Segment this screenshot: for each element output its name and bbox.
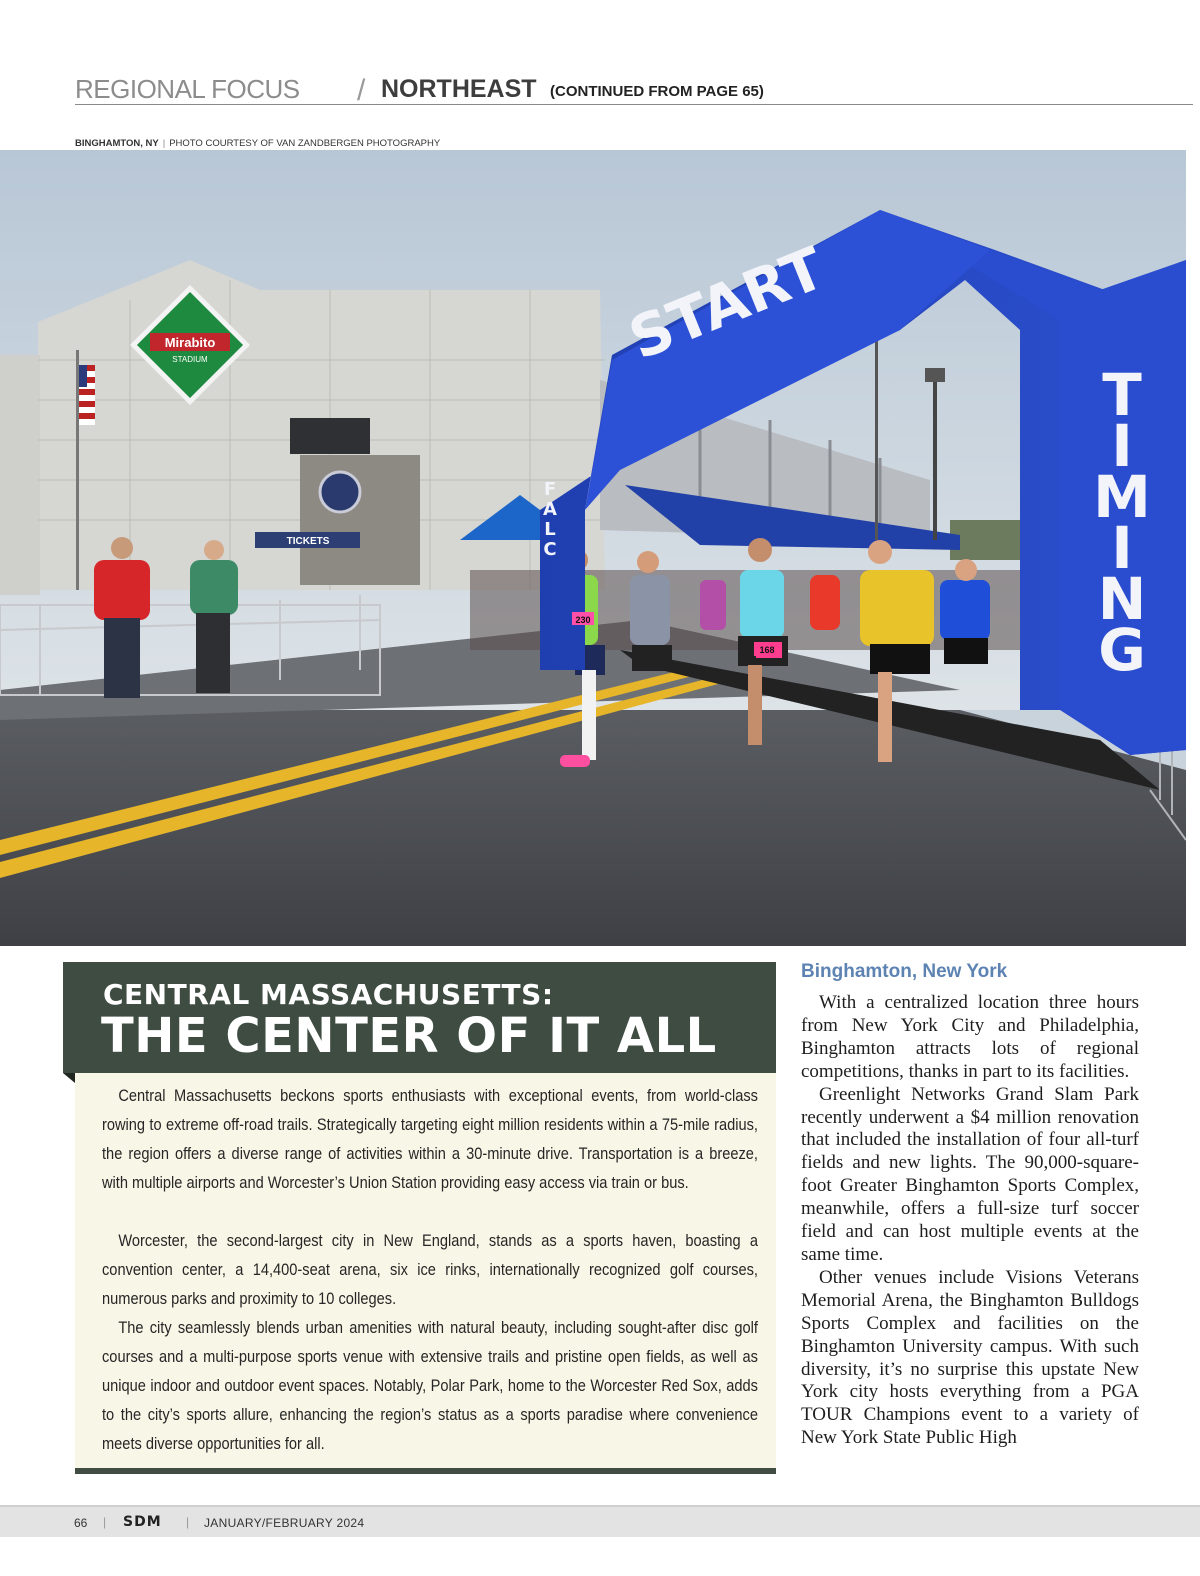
- article-paragraph: Greenlight Networks Grand Slam Park recently underwent a $4 million renovation that included the installation of four all-turf fields and new lights. The 90,000-square-foot Greater Binghamton Sports Complex, meanwhile, offers a full-size turf soccer field and can host multiple events at the same time.: [801, 1083, 1139, 1265]
- stadium-sign-sub: STADIUM: [172, 355, 208, 364]
- sidebar-paragraph: Central Massachusetts beckons sports enthusiasts with exceptional events, from world-class rowing to extreme off-road trails. Strategically targeting eight million residents within a 75-mile radius, the region offers a diverse range of activities within a 30-minute drive. Transportation is a breeze, with multiple airports and Worcester’s Union Station providing easy access via train or bus.: [102, 1086, 758, 1192]
- magazine-name: SDM: [123, 1514, 162, 1530]
- section-slash: /: [357, 74, 366, 107]
- sidebar-kicker: CENTRAL MASSACHUSETTS:: [103, 978, 554, 1011]
- tickets-sign: TICKETS: [286, 536, 330, 547]
- sidebar-paragraph: Worcester, the second-largest city in New England, stands as a sports haven, boasting a convention center, a 14,400-seat arena, six ice rinks, internationally recognized golf courses, numerous parks and proximity to 10 colleges.: [102, 1231, 758, 1308]
- region-label: NORTHEAST: [381, 75, 537, 103]
- sidebar-title: THE CENTER OF IT ALL: [101, 1008, 717, 1064]
- page-number: 66: [74, 1516, 88, 1530]
- photo-location: BINGHAMTON, NY: [75, 138, 159, 149]
- article-heading: Binghamton, New York: [801, 961, 1008, 982]
- section-header: [75, 72, 1193, 105]
- sidebar-bottom-rule: [75, 1468, 776, 1474]
- stadium-sign-name: Mirabito: [164, 335, 216, 350]
- footer-separator: |: [186, 1515, 190, 1529]
- article-paragraph: Other venues include Visions Veterans Memorial Arena, the Binghamton Bulldogs Sports Complex and facilities on the Binghamton University campus. With such diversity, it’s no surprise this upstate New York city hosts everything from a PGA TOUR Champions event to a variety of New York State Public High: [801, 1266, 1139, 1449]
- svg-text:F: F: [543, 479, 557, 500]
- svg-text:I: I: [1111, 412, 1133, 480]
- svg-text:G: G: [1098, 616, 1146, 684]
- svg-text:I: I: [1111, 514, 1133, 582]
- sidebar-paragraph: The city seamlessly blends urban amenities with natural beauty, including sought-after disc golf courses and a multi-purpose sports venue with extensive trails and pristine open fields, as well as unique indoor and outdoor event spaces. Notably, Polar Park, home to the Worcester Red Sox, adds to the city’s sports allure, enhancing the region’s status as a sports paradise where convenience meets diverse opportunities for all.: [102, 1318, 758, 1453]
- caption-separator: |: [162, 138, 166, 149]
- arch-top-text: START: [619, 233, 834, 373]
- sidebar-box-header: [63, 962, 776, 1073]
- svg-text:C: C: [543, 539, 557, 560]
- svg-text:A: A: [543, 499, 557, 520]
- svg-text:N: N: [1097, 565, 1147, 633]
- sidebar-fold: [63, 1073, 75, 1083]
- photo-caption: [75, 138, 440, 149]
- svg-text:T: T: [1102, 361, 1142, 429]
- bib-number: 168: [759, 645, 775, 655]
- photo-credit: PHOTO COURTESY OF VAN ZANDBERGEN PHOTOGRAPHY: [169, 138, 441, 149]
- article-paragraph: With a centralized location three hours from New York City and Philadelphia, Binghamton attracts lots of regional competitions, thanks in part to its facilities.: [801, 992, 1139, 1082]
- arch-left-text: [543, 479, 557, 560]
- page-footer: [0, 1505, 1200, 1537]
- bib-number: 230: [575, 615, 591, 625]
- footer-separator: |: [103, 1515, 107, 1529]
- issue-date: JANUARY/FEBRUARY 2024: [204, 1516, 365, 1530]
- svg-text:M: M: [1093, 463, 1151, 531]
- section-label: REGIONAL FOCUS: [75, 74, 300, 104]
- svg-text:L: L: [544, 519, 556, 540]
- article-body: [801, 992, 1139, 1450]
- race-start-photo: [0, 150, 1186, 946]
- continued-note: (CONTINUED FROM PAGE 65): [550, 83, 764, 100]
- sidebar-box-body: [75, 1073, 776, 1468]
